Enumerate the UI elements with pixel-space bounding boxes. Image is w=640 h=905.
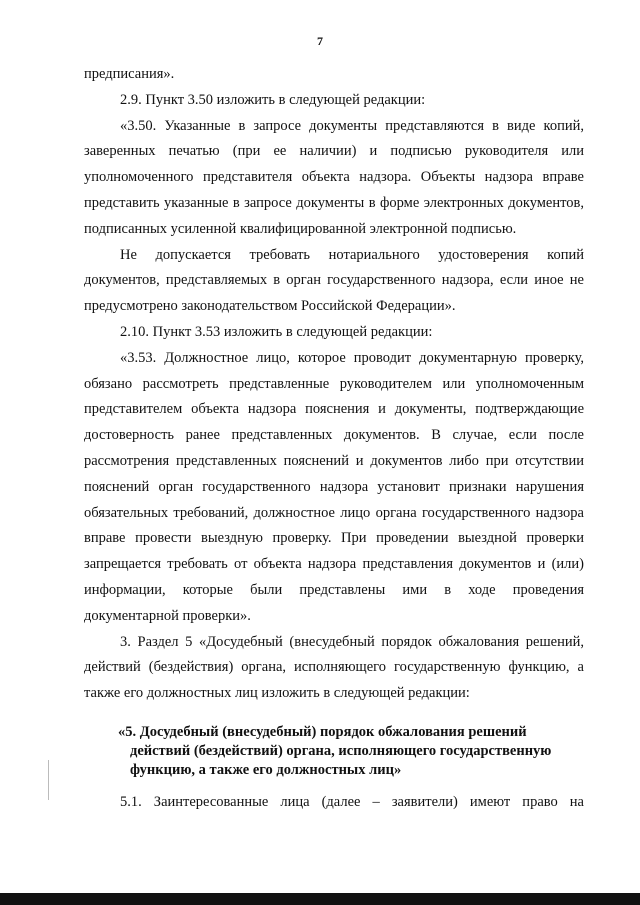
paragraph-5-1: 5.1. Заинтересованные лица (далее – заявители) имеют право на [120,794,584,810]
heading-line-2: действий (бездействий) органа, исполняющего государственную [130,743,552,759]
scan-bottom-border [0,893,640,905]
heading-line-1: «5. Досудебный (внесудебный) порядок обжалования решений [118,724,527,740]
paragraph: предписания». [84,66,175,82]
page-number: 7 [317,34,323,48]
section-heading [118,723,574,780]
paragraph: «3.50. Указанные в запросе документы представляются в виде копий, заверенных печатью (при ее наличии) и подписью руководителя или уполномоченного представителя объекта надзора. Объекты надзора вправе представить указанные в запросе документы в форме электронных документов, подписанных усиленной квалифицированной электронной подписью. [84,117,584,237]
paragraph: Не допускается требовать нотариального удостоверения копий документов, представляемых в орган государственного надзора, если иное не предусмотрено законодательством Российской Федерации». [84,246,584,315]
margin-mark [48,760,49,800]
final-paragraph-block [84,790,584,816]
heading-line-3: функцию, а также его должностных лиц» [130,762,402,778]
paragraph: «3.53. Должностное лицо, которое проводит документарную проверку, обязано рассмотреть представленные руководителем или уполномоченным представителем объекта надзора пояснения и документы, подтверждающие достоверность ранее представленных документов. В случае, если после рассмотрения представленных пояснений и документов либо при отсутствии пояснений орган государственного надзора установит признаки нарушения обязательных требований, должностное лицо органа государственного надзора вправе провести выездную проверку. При проведении выездной проверки запрещается требовать от объекта надзора представления документов и (или) информации, которые были представлены ими в ходе проведения документарной проверки». [84,349,584,624]
paragraph: 3. Раздел 5 «Досудебный (внесудебный порядок обжалования решений, действий (бездействия) органа, исполняющего государственную функцию, а также его должностных лиц изложить в следующей редакции: [84,633,584,702]
paragraph: 2.9. Пункт 3.50 изложить в следующей редакции: [120,91,426,108]
document-body [84,62,584,707]
paragraph: 2.10. Пункт 3.53 изложить в следующей редакции: [120,323,433,340]
